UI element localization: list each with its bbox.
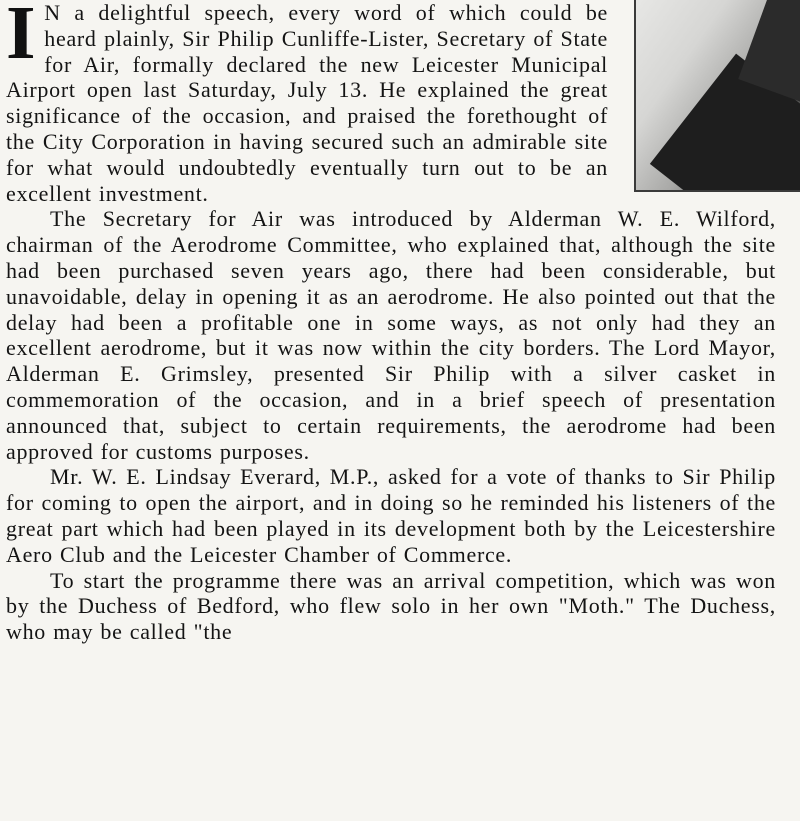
article-body bbox=[6, 0, 776, 645]
article-photo bbox=[634, 0, 800, 192]
paragraph-4: To start the programme there was an arrival competition, which was won by the Duchess of Bedford, who flew solo in her own "Moth." The Duchess, who may be called "the bbox=[6, 567, 776, 645]
drop-cap: I bbox=[6, 0, 37, 75]
paragraph-1-text: N a delightful speech, every word of which could be heard plainly, Sir Philip Cunliffe-Lister, Secretary of State for Air, formally declared the new Leicester Municipal Airport open last Saturday, July 13. He explained the great significance of the occasion, and praised the forethought of the City Corporation in having secured such an admirable site for what would undoubtedly eventually turn out to be an excellent investment. bbox=[6, 0, 608, 206]
paragraph-2: The Secretary for Air was introduced by Alderman W. E. Wilford, chairman of the Aerodrome Committee, who explained that, although the site had been purchased seven years ago, there had been considerable, but unavoidable, delay in opening it as an aerodrome. He also pointed out that the delay had been a profitable one in some ways, as not only had they an excellent aerodrome, but it was now within the city borders. The Lord Mayor, Alderman E. Grimsley, presented Sir Philip with a silver casket in commemoration of the occasion, and in a brief speech of presentation announced that, subject to certain requirements, the aerodrome had been approved for customs purposes. bbox=[6, 206, 776, 464]
paragraph-3: Mr. W. E. Lindsay Everard, M.P., asked for a vote of thanks to Sir Philip for coming to open the airport, and in doing so he reminded his listeners of the great part which had been played in its development both by the Leicestershire Aero Club and the Leicester Chamber of Commerce. bbox=[6, 464, 776, 567]
